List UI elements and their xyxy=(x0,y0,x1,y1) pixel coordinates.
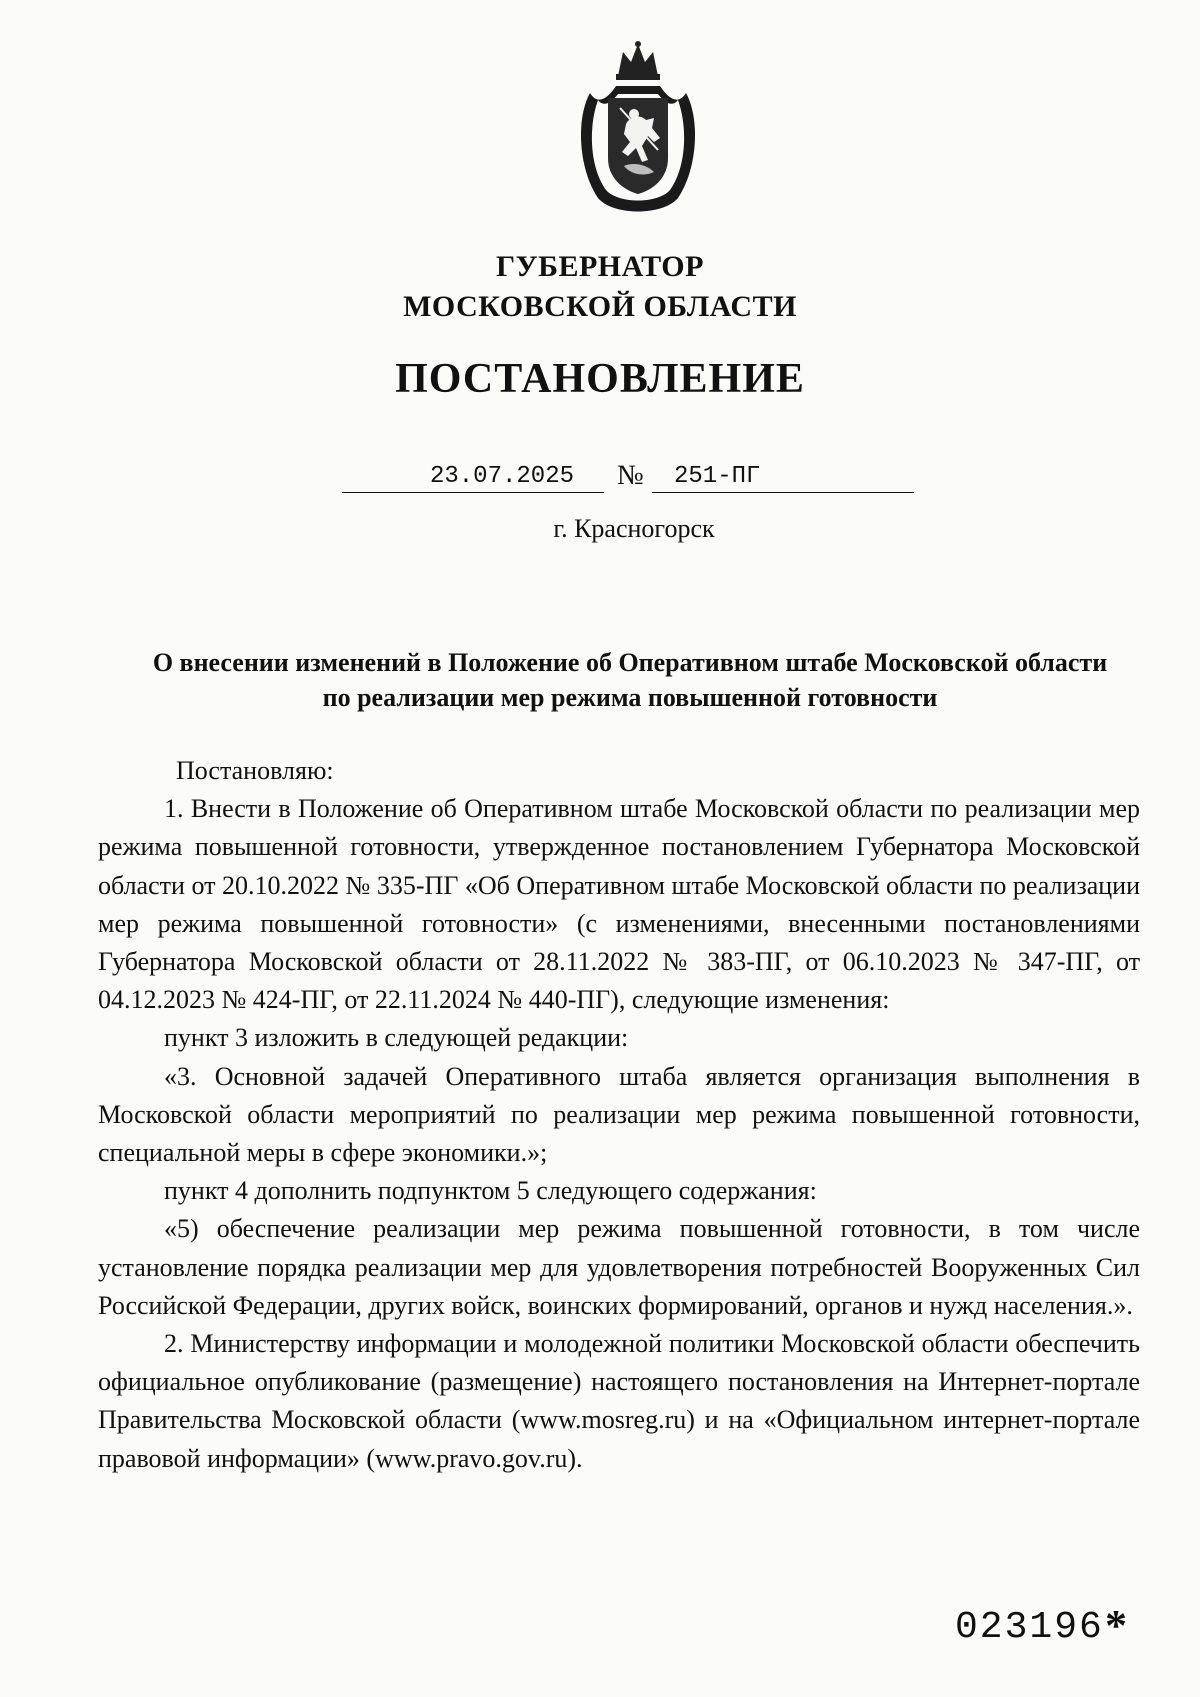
number-field xyxy=(652,458,914,493)
body-paragraph: пункт 4 дополнить подпунктом 5 следующего содержания: xyxy=(164,1176,817,1206)
document-type-title: ПОСТАНОВЛЕНИЕ xyxy=(395,356,805,402)
body-paragraph: 1. Внести в Положение об Оперативном штабе Московской области по реализации мер режима повышенной готовности, утвержденное постановлением Губернатора Московской области от 20.10.2022 № 335-ПГ «Об Оперативном штабе Московской области по реализации мер режима повышенной готовности» (с изменениями, внесенными постановлениями Губернатора Московской области от 28.11.2022 № 383-ПГ, от 06.10.2023 № 347-ПГ, от 04.12.2023 № 424-ПГ, от 22.11.2024 № 440-ПГ), следующие изменения: xyxy=(98,794,1140,1015)
form-serial-number: 023196 xyxy=(955,1606,1104,1649)
body-paragraph: Постановляю: xyxy=(176,756,334,785)
body-paragraph: «3. Основной задачей Оперативного штаба является организация выполнения в Московской области мероприятий по реализации мер режима повышенной готовности, специальной меры в сфере экономики.»; xyxy=(98,1061,1140,1168)
city: г. Красногорск xyxy=(553,514,715,543)
document-number: 251-ПГ xyxy=(674,463,761,490)
authority-line1: ГУБЕРНАТОР xyxy=(496,250,704,283)
moscow-oblast-coat-of-arms-icon xyxy=(568,38,708,218)
document-date: 23.07.2025 xyxy=(429,463,574,490)
body-paragraph: пункт 3 изложить в следующей редакции: xyxy=(164,1023,629,1053)
star-mark: * xyxy=(1105,1601,1127,1650)
body-paragraph: 2. Министерству информации и молодежной политики Московской области обеспечить официальное опубликование (размещение) настоящего постановления на Интернет-портале Правительства Московской области (www.mosreg.ru) и на «Официальном интернет-портале правовой информации» (www.pravo.gov.ru). xyxy=(98,1329,1140,1473)
authority-line2: МОСКОВСКОЙ ОБЛАСТИ xyxy=(403,290,797,323)
number-sign: № xyxy=(617,460,644,491)
date-field xyxy=(342,458,604,493)
document-subject: О внесении изменений в Положение об Оперативном штабе Московской области по реализации мер режима повышенной готовности xyxy=(152,648,1108,712)
body-paragraph: «5) обеспечение реализации мер режима повышенной готовности, в том числе установление порядка реализации мер для удовлетворения потребностей Вооруженных Сил Российской Федерации, других войск, воинских формирований, органов и нужд населения.». xyxy=(98,1214,1140,1320)
document-body xyxy=(98,752,1140,1478)
